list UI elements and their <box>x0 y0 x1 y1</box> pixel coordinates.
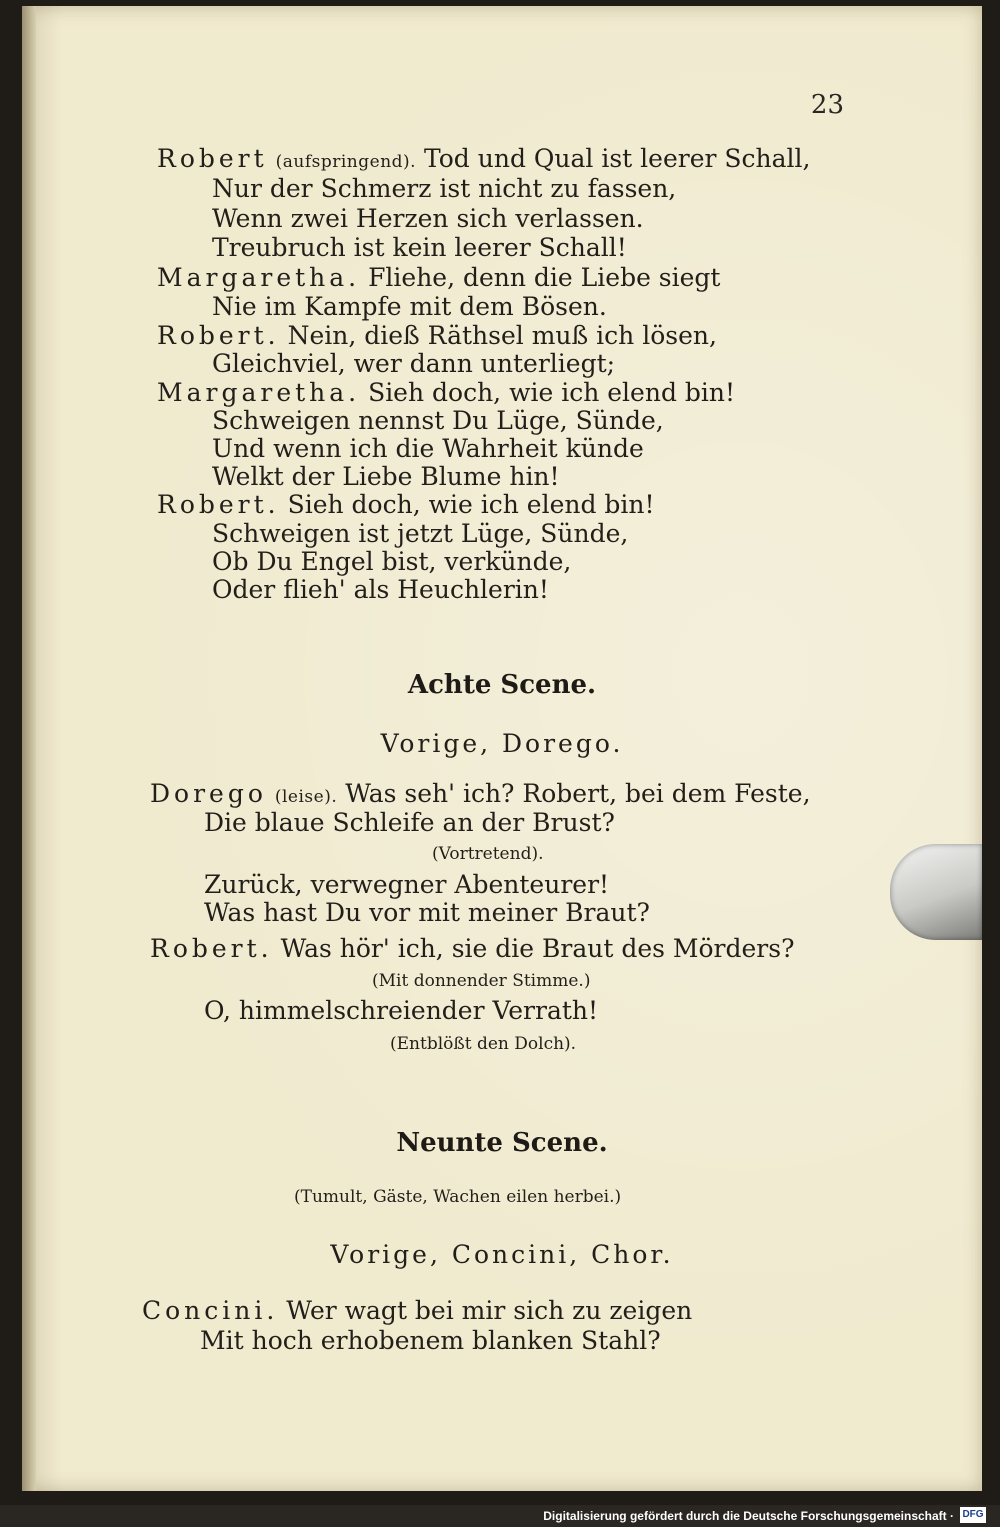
speaker-direction: (aufspringend). <box>275 152 417 172</box>
verse-line: Schweigen ist jetzt Lüge, Sünde, <box>212 519 629 548</box>
scene-heading: Achte Scene. <box>407 670 597 700</box>
digitization-credit: Digitalisierung gefördert durch die Deutsche Forschungsgemeinschaft · <box>543 1509 954 1523</box>
verse-line: Die blaue Schleife an der Brust? <box>204 808 615 837</box>
verse-line: Welkt der Liebe Blume hin! <box>212 462 560 491</box>
speaker-name: Margaretha. <box>157 378 361 407</box>
verse-line: Nur der Schmerz ist nicht zu fassen, <box>212 174 677 203</box>
speaker-name: Concini. <box>142 1296 279 1325</box>
scene-cast: Vorige, Dorego. <box>380 729 624 758</box>
verse-line: Nie im Kampfe mit dem Bösen. <box>212 292 607 321</box>
verse-line: Treubruch ist kein leerer Schall! <box>212 233 627 262</box>
scene-heading: Neunte Scene. <box>396 1128 608 1158</box>
verse-line: Zurück, verwegner Abenteurer! <box>204 870 610 899</box>
verse-line <box>157 378 735 408</box>
verse-text: Was hör' ich, sie die Braut des Mörders? <box>280 934 795 963</box>
verse-line: Schweigen nennst Du Lüge, Sünde, <box>212 406 664 435</box>
verse-text: Sieh doch, wie ich elend bin! <box>368 378 736 407</box>
verse-line: Und wenn ich die Wahrheit künde <box>212 434 644 463</box>
verse-line <box>150 934 794 964</box>
verse-line: Was hast Du vor mit meiner Braut? <box>204 898 650 927</box>
speaker-name: Dorego <box>150 779 267 808</box>
verse-line: Mit hoch erhobenem blanken Stahl? <box>200 1326 661 1355</box>
verse-text: Tod und Qual ist leerer Schall, <box>424 144 811 173</box>
stage-direction: (Tumult, Gäste, Wachen eilen herbei.) <box>294 1187 622 1207</box>
verse-line <box>157 490 655 520</box>
verse-line <box>157 321 717 351</box>
book-page <box>22 6 982 1491</box>
speaker-name: Robert. <box>157 321 280 350</box>
verse-text: Wer wagt bei mir sich zu zeigen <box>286 1296 693 1325</box>
verse-line <box>157 263 720 293</box>
verse-text: Nein, dieß Räthsel muß ich lösen, <box>287 321 717 350</box>
verse-line: Wenn zwei Herzen sich verlassen. <box>212 204 644 233</box>
verse-line: Gleichviel, wer dann unterliegt; <box>212 349 616 378</box>
verse-line <box>142 1296 692 1326</box>
verse-text: Sieh doch, wie ich elend bin! <box>287 490 655 519</box>
verse-text: Was seh' ich? Robert, bei dem Feste, <box>345 779 811 808</box>
speaker-name: Margaretha. <box>157 263 361 292</box>
speaker-direction: (leise). <box>274 787 338 807</box>
speaker-name: Robert. <box>150 934 273 963</box>
stage-direction: (Vortretend). <box>432 844 544 864</box>
page-number: 23 <box>810 90 844 120</box>
page-clip <box>890 844 982 940</box>
verse-text: Fliehe, denn die Liebe siegt <box>368 263 721 292</box>
verse-line <box>157 144 810 177</box>
speaker-name: Robert. <box>157 490 280 519</box>
stage-direction: (Entblößt den Dolch). <box>390 1034 577 1054</box>
verse-line: Ob Du Engel bist, verkünde, <box>212 547 572 576</box>
verse-line: Oder flieh' als Heuchlerin! <box>212 575 549 604</box>
stage-direction: (Mit donnender Stimme.) <box>372 971 591 991</box>
dfg-logo: DFG <box>960 1507 986 1523</box>
scene-cast: Vorige, Concini, Chor. <box>330 1240 674 1269</box>
verse-line: O, himmelschreiender Verrath! <box>204 996 599 1025</box>
speaker-name: Robert <box>157 144 268 173</box>
